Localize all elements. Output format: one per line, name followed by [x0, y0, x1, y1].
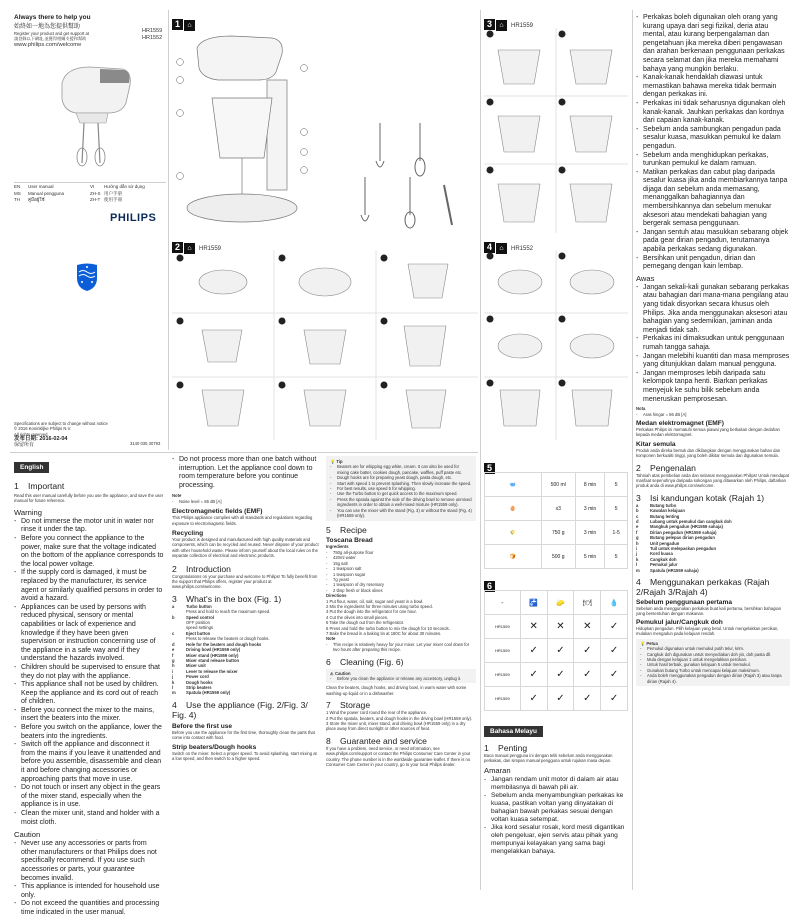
cleaning-caution-box: ⚠ Caution - Before you clean the appliance or release any accessory, unplug it. — [326, 669, 476, 684]
lang-ms: MS Manual pengguna — [14, 190, 65, 196]
fig6-table — [484, 590, 628, 711]
list-item: i Tuil untuk melepaskan pengadun — [636, 546, 716, 552]
brand-wordmark: PHILIPS — [110, 212, 157, 224]
directions-list: 1 Put flour, water, oil, salt, sugar and yeast in a bowl. 2 Mix the ingredients for three minutes using turbo speed. 3 Put the dough into the refrigerator for one hour. 4 Cut the olives into small pieces. 5 Take the dough out from the refrigerator. 6 Press and hold the turbo button to mix the dough for 10 seconds. 7 Bake the bread in a baking tin at 180C for about 30 minutes. — [326, 598, 450, 636]
malay-section-4-heading: 4 Menggunakan perkakas (Rajah 2/Rajah 3/Rajah 4) — [636, 577, 770, 598]
register-line-2: 請登錄以下網址,並獲得相關支援和幫助 — [14, 36, 87, 42]
lang-zht: ZH-T 使用手冊 — [90, 197, 122, 203]
sebelum-heading: Sebelum penggunaan pertama — [636, 599, 732, 607]
list-item: a Turbo button — [172, 603, 212, 609]
amaran-heading: Amaran — [484, 765, 511, 775]
website[interactable]: www.philips.com/welcome — [14, 41, 82, 48]
fig3-label: 3 ⌂ HR1559 — [484, 14, 533, 32]
petua-list: - Pemukul digunakan untuk memukul putih telur, krim. - Cangkuk doh digunakan untuk menyediakan doh yis, doh pasta dll. - Mula dengan kelajuan 1 untuk mengelakkan percikan. - Untuk hasil terbaik, gunakan kelajuan 5 untuk memukul. - Gunakan butang Turbo untuk mencapai kelajuan maksimum. - Anda boleh menggunakan pengadun dengan dirian (Rajah 3) atau tanpa dirian (Rajah 4). — [640, 646, 786, 684]
recycling-text: Your product is designed and manufactured with high quality materials and components, which can be recycled and reused. Never dispose of your product with other household waste. Please inform yourself about the local rules on the separate collection of electrical and electronic products. — [172, 537, 319, 559]
list-item: f Mixer stand (HR1559 only) — [172, 652, 239, 658]
warning-heading: Warning — [14, 507, 42, 517]
amaran-list: - Jangan rendam unit motor di dalam air atau membilasnya di bawah pili air. - Sebelum anda menyambungkan perkakas ke kuasa, pastikan voltan yang dinyatakan di bahagian bawah perkakas sesuai dengan voltan kuasa setempat. - Jika kord sesalur rosak, kord mesti digantikan oleh pengeluar, ejen servis atau pihak yang mempunyai kelayakan yang sama bagi mengelakkan bahaya. — [484, 776, 628, 856]
malay-section-2-heading: 2 Pengenalan — [636, 462, 696, 473]
note-label: Note — [172, 493, 182, 499]
parts-list — [172, 604, 320, 696]
kitar-text: Produk anda direka bentuk dan dikilangkan dengan menggunakan bahan dan komponen berkualiti tinggi, yang boleh dikitar semula dan digunakan semula. — [636, 447, 781, 459]
ingredients-list: - 750g all-purpose flour - 420ml water - 15g salt - 1 teaspoon salt - 1 teaspoon sugar - 7g yeast - 1 teaspoon of dry rosemary - 2 tbsp fresh or black olives — [326, 550, 476, 593]
list-item: g Butang pelepas dirian pengadun — [636, 535, 715, 541]
fig1-drawing — [172, 28, 312, 233]
section-1-heading: 1 Important — [14, 481, 65, 491]
fig1-label: 1 ⌂ — [172, 14, 195, 32]
list-item: h Unit pengadun — [636, 540, 680, 546]
petua-box — [636, 639, 790, 686]
awas-list: - Jangan sekali-kali gunakan sebarang perkakas atau bahagian dari mana-mana pengilang atau yang tidak disyorkan secara khusus oleh Philips. Jika anda menggunakan aksesori atau bahagian yang sedemikian, jaminan anda menjadi tidak sah. - Perkakas ini dimaksudkan untuk penggunaan rumah tangga sahaja. - Jangan melebihi kuantiti dan masa memproses yang ditunjukkan dalam manual pengguna. - Jangan memproses lebih daripada satu kelompok tanpa henti. Biarkan perkakas menyejuk ke suhu bilik sebelum anda meneruskan pemprosesan. — [636, 284, 790, 404]
fig4-label: 4 ⌂ HR1552 — [484, 237, 533, 255]
section-6-heading: 6 Cleaning (Fig. 6) — [326, 656, 404, 667]
pemukul-text: Hidupkan pengadun. Pilih kelajuan yang betul. Untuk mengelakkan percikan, mulakan mengadun pada kelajuan rendah. — [636, 625, 779, 637]
intro-text: Read this user manual carefully before you use the appliance, and save the user manual for future reference. — [14, 493, 164, 504]
malay-section-3-heading: 3 Isi kandungan kotak (Rajah 1) — [636, 492, 765, 503]
register-line-1: Register your product and get support at — [14, 31, 89, 36]
tagline-en: Always there to help you — [14, 14, 91, 21]
nota-label: Nota — [636, 406, 646, 412]
table-row: HR1559 ✓ ✓ ✓ ✓ — [485, 687, 628, 711]
tagline-cn: 始終如一地為您提供幫助 — [14, 24, 81, 30]
section-5-heading: 5 Recipe — [326, 525, 367, 536]
legal-block: Specifications are subject to change without notice © 2016 Koninklijke Philips N.V. All rights reserved. 发布日期: 2016-02-04 保留所有 — [14, 421, 108, 448]
tip-list: - Beaters are for whipping egg white, cream. It can also be used for mixing cake batter, cookies dough, pancake, waffles, puff paste etc. - Dough hooks are for preparing yeast dough, pasta dough, etc. - Start with speed 1 to prevent splashing. Then slowly increase the speed. - For best results, use speed 5 for whipping. - Use the Turbo button to get quick access to the maximum speed. - Press the spatula against the side of the driving bowl to remove unmixed ingredients in order to obtain a well-mixed mixture (HR1559 only). - You can use the mixer with the stand (Fig. 3) or without the stand (Fig. 4) (HR1559 only). — [330, 464, 472, 518]
philips-shield-icon — [76, 262, 98, 292]
storage-list: 1 Wind the power cord round the rear of the appliance. 2 Put the spatula, beaters, and dough hooks in the driving bowl (HR1559 only). 3 Store the mixer unit, mixer stand, and driving bowl (HR1559 only) in a dry place away from direct sunlight or other sources of heat. — [326, 710, 473, 732]
section-8-heading: 8 Guarantee and service — [326, 735, 427, 746]
fig2-grid — [172, 250, 478, 440]
cleaning-text: Clean the beaters, dough hooks, and driving bowl, in warm water with some washing-up liquid or in a dishwasher. — [326, 685, 467, 696]
list-item: c Eject button — [172, 630, 211, 636]
recycling-heading: Recycling — [172, 530, 204, 537]
table-row: 🥣 500 ml 8 min 5 — [485, 473, 628, 497]
fig1-accessories — [320, 115, 470, 230]
malay-section-1-heading: 1 Penting — [484, 743, 528, 753]
malay-col-right — [636, 14, 790, 686]
list-item: a Butang turbo — [636, 502, 677, 508]
tip-label: 💡 Tip — [330, 459, 343, 464]
list-item: speed settings — [186, 625, 214, 631]
list-item: b Speed control — [172, 614, 214, 620]
table-row: 🍞 500 g 5 min 5 — [485, 545, 628, 569]
list-item: i Lever to release the mixer — [172, 668, 238, 674]
fig6-label: 6 — [484, 576, 495, 594]
tip-box — [326, 456, 476, 521]
lightbulb-icon: 💡 — [330, 459, 336, 464]
list-item: c Butang lenting — [636, 513, 680, 519]
list-item: b Kawalan kelajuan — [636, 508, 685, 514]
list-item: Press to release the beaters or dough hooks. — [186, 636, 270, 642]
lang-vi: VI Hướng dẫn sử dụng — [90, 184, 145, 189]
recipe-note: - This recipe is relatively heavy for your mixer. Let your mixer cool down for two hours after preparing this recipe. — [326, 642, 476, 653]
list-item: f Dirian pengadun (HR1559 sahaja) — [636, 529, 717, 535]
ingredients-label: Ingredients — [326, 544, 349, 550]
table-row: 🌾 750 g 3 min 1-5 — [485, 521, 628, 545]
strip-beaters-heading: Strip beaters/Dough hooks — [172, 743, 257, 751]
strip-beaters-text: Switch on the mixer. Select a proper speed. To avoid splashing, start mixing at a low speed, and then switch to a higher speed. — [172, 750, 317, 761]
table-row: HR1559 ✕ ✕ ✕ ✓ — [485, 615, 628, 639]
malay-emf-text: Perkakas Philips ini mematuhi semua piawai yang berkaitan dengan dedahan kepada medan elektromagnet. — [636, 426, 780, 438]
section-2-heading: 2 Introduction — [172, 563, 231, 574]
fig3-grid — [484, 28, 628, 233]
malay-intro-section: Tahniah atas pembelian anda dan selamat menggunakan Philips! Untuk mendapat manfaat sepenuhnya daripada sokongan yang ditawarkan oleh Philips, daftarkan produk anda di www.philips.com/welcome. — [636, 472, 789, 489]
batch-bullet: - Do not process more than one batch without interruption. Let the appliance cool down to room temperature before you continue processing. — [172, 456, 320, 490]
shield-image — [76, 262, 98, 292]
warning-list: - Do not immerse the motor unit in water nor rinse it under the tap. - Before you connect the appliance to the power, make sure that the voltage indicated on the bottom of the appliance corresponds to the local power voltage. - If the supply cord is damaged, it must be replaced by the manufacturer, its service agent or similarly qualified persons in order to avoid a hazard. - Appliances can be used by persons with reduced physical, sensory or mental capabilities or lack of experience and knowledge if they have been given supervision or instruction concerning use of the appliance in a safe way and if they understand the hazards involved. - Children should be supervised to ensure that they do not play with the appliance. - This appliance shall not be used by children. Keep the appliance and its cord out of reach of children. - Before you connect the mixer to the mains, insert the beaters into the mixer. - Before you switch on the appliance, lower the beaters into the ingredients. - Switch off the appliance and disconnect it from the mains if you leave it unattended and before you assemble, disassemble and clean it and before changing accessories or approaching parts that move in use. - Do not touch or insert any object in the gears of the mixer stand, especially when the appliance is in use. - Clean the mixer unit, stand and holder with a moist cloth. — [14, 518, 164, 827]
malay-warning-cont: - Perkakas boleh digunakan oleh orang yang kurang upaya dari segi fizikal, deria atau mental, atau kurang berpengalaman dan pengetahuan jika mereka diberi pengawasan dan arahan berkenaan penggunaan perkakas secara selamat dan jika mereka memahami bahaya yang mungkin berlaku. - Kanak-kanak hendaklah diawasi untuk memastikan bahawa mereka tidak bermain dengan perkakas ini. - Perkakas ini tidak seharusnya digunakan oleh kanak-kanak. Jauhkan perkakas dan kordnya dari capaian kanak-kanak. - Sebelum anda sambungkan pengadun pada sesalur kuasa, masukkan pemukul ke dalam pengadun. - Sebelum anda menghidupkan perkakas, turunkan pemukul ke dalam ramuan. - Matikan perkakas dan cabut plag daripada sesalur kuasa jika anda membiarkannya tanpa dijaga dan sebelum anda memasang, menanggalkan bahagiannya dan membersihkannya dan sebelum menukar aksesori atau mendekati bahagian yang bergerak semasa penggunaan. - Jangan sentuh atau masukkan sebarang objek pada gear dirian pengadun, terutamanya apabila perkakas sedang digunakan. - Bersihkan unit pengadun, dirian dan pemegang dengan kain lembap. — [636, 14, 790, 272]
model-1: HR1559 — [142, 28, 163, 34]
english-col-3 — [326, 456, 476, 767]
list-item: e Driving bowl (HR1559 only) — [172, 647, 241, 653]
malay-intro: Baca manual pengguna ini dengan teliti sebelum anda menggunakan perkakas, dan simpan manual pengguna untuk rujukan masa depan. — [484, 753, 613, 764]
pemukul-heading: Pemukul jalur/Cangkuk doh — [636, 618, 723, 626]
english-col-2 — [172, 456, 320, 761]
lang-th: TH คู่มือผู้ใช้ — [14, 197, 45, 203]
fig4-image — [484, 250, 628, 440]
petua-label: 💡 Petua — [640, 640, 658, 646]
list-item: d Hole for the beaters and dough hooks — [172, 641, 262, 647]
table-row: ⌁ 🚰 🧽 🍽 💧 — [485, 591, 628, 615]
note-list: - Noise level = 86 dB [A] — [172, 499, 320, 504]
intro-section-text: Congratulations on your purchase and welcome to Philips! To fully benefit from the support that Philips offers, register your product at www.philips.com/welcome. — [172, 573, 318, 590]
malay-tab: Bahasa Melayu — [484, 726, 543, 737]
sebelum-text: Sebelum anda menggunakan perkakas buat kali pertama, bersihkan bahagian yang bersentuhan dengan makanan. — [636, 606, 782, 617]
guarantee-text: If you have a problem, need service, or need information, see www.philips.com/support or contact the Philips Consumer Care Center in your country. The phone number is in the worldwide guarantee leaflet. If there is no Consumer Care Center in your country, go to your local Philips dealer. — [326, 745, 471, 768]
model-2: HR1552 — [142, 35, 163, 41]
emf-heading: Electromagnetic fields (EMF) — [172, 508, 263, 516]
recipe-note-label: Note — [326, 636, 336, 642]
list-item: g Mixer stand release button — [172, 657, 240, 663]
fig5-table — [484, 472, 628, 569]
english-col-1 — [14, 456, 164, 918]
awas-heading: Awas — [636, 273, 655, 283]
caution-list: - Never use any accessories or parts from other manufacturers or that Philips does not specifically recommend. If you use such accessories or parts, your guarantee becomes invalid. - This appliance is intended for household use only. - Do not exceed the quantities and processing time indicated in the user manual. — [14, 840, 164, 917]
accessories-image — [320, 115, 470, 230]
list-item: m Spatula (HR1559 only) — [172, 690, 231, 696]
cover-models — [142, 28, 162, 42]
list-item: l Strip beaters — [172, 684, 212, 690]
fig2-label: 2 ⌂ HR1559 — [172, 237, 221, 255]
language-list — [14, 184, 166, 204]
lang-en: EN User manual — [14, 184, 54, 189]
before-first-use-heading: Before the first use — [172, 722, 233, 730]
malay-col-start — [484, 720, 628, 856]
list-item: k Cangkuk doh — [636, 556, 677, 562]
english-tab: English — [14, 462, 49, 473]
section-7-heading: 7 Storage — [326, 700, 371, 711]
list-item: OFF position — [186, 620, 210, 626]
section-4-heading: 4 Use the appliance (Fig. 2/Fig. 3/ Fig. 4) — [172, 699, 308, 720]
directions-label: Directions — [326, 593, 347, 599]
lightbulb-icon: 💡 — [640, 640, 646, 646]
lang-zhs: ZH-S 用户手册 — [90, 190, 122, 196]
list-item: h Mixer unit — [172, 663, 206, 669]
list-item: l Pemukul jalur — [636, 562, 678, 568]
fig3-image — [484, 28, 628, 233]
kitar-heading: Kitar semula — [636, 440, 676, 448]
caution-heading: Caution — [14, 830, 41, 840]
list-item: d Lubang untuk pemukul dan cangkuk doh — [636, 519, 732, 524]
mixer-image — [40, 55, 140, 175]
table-row: 🥚 x3 3 min 5 — [485, 497, 628, 521]
list-item: Press and hold to reach the maximum speed. — [186, 609, 271, 615]
recipe-title: Toscana Bread — [326, 537, 373, 545]
list-item: m Spatula (HR1559 sahaja) — [636, 567, 699, 573]
mixer-illustration — [40, 55, 140, 175]
caution-label: ⚠ Caution — [330, 670, 351, 676]
list-item: j Kord kuasa — [636, 551, 673, 557]
table-row: HR1559 ✓ ✓ ✓ ✓ — [485, 639, 628, 663]
list-item: j Power cord — [172, 674, 209, 680]
malay-emf-heading: Medan elektromagnet (EMF) — [636, 419, 724, 427]
list-item: e Mangkuk pengadun (HR1559 sahaja) — [636, 524, 723, 530]
doc-code: 3140 035 30793 — [130, 441, 161, 446]
section-3-heading: 3 What's in the box (Fig. 1) — [172, 593, 282, 604]
list-item: k Dough hooks — [172, 679, 213, 685]
fig5-label: 5 — [484, 458, 495, 476]
malay-parts-list — [636, 503, 790, 573]
nota-text: - Aras hingar = 86 dB [A] — [636, 412, 790, 417]
warning-icon: ⚠ — [330, 670, 334, 676]
fig1-image — [172, 28, 312, 233]
table-row: HR1559 ✓ ✓ ✓ ✓ — [485, 663, 628, 687]
fig2-image — [172, 250, 478, 440]
before-first-use-text: Before you use the appliance for the first time, thoroughly clean the parts that come into contact with food. — [172, 729, 315, 741]
emf-text: This Philips appliance complies with all standards and regulations regarding exposure to electromagnetic fields. — [172, 515, 313, 526]
fig4-grid — [484, 250, 628, 440]
